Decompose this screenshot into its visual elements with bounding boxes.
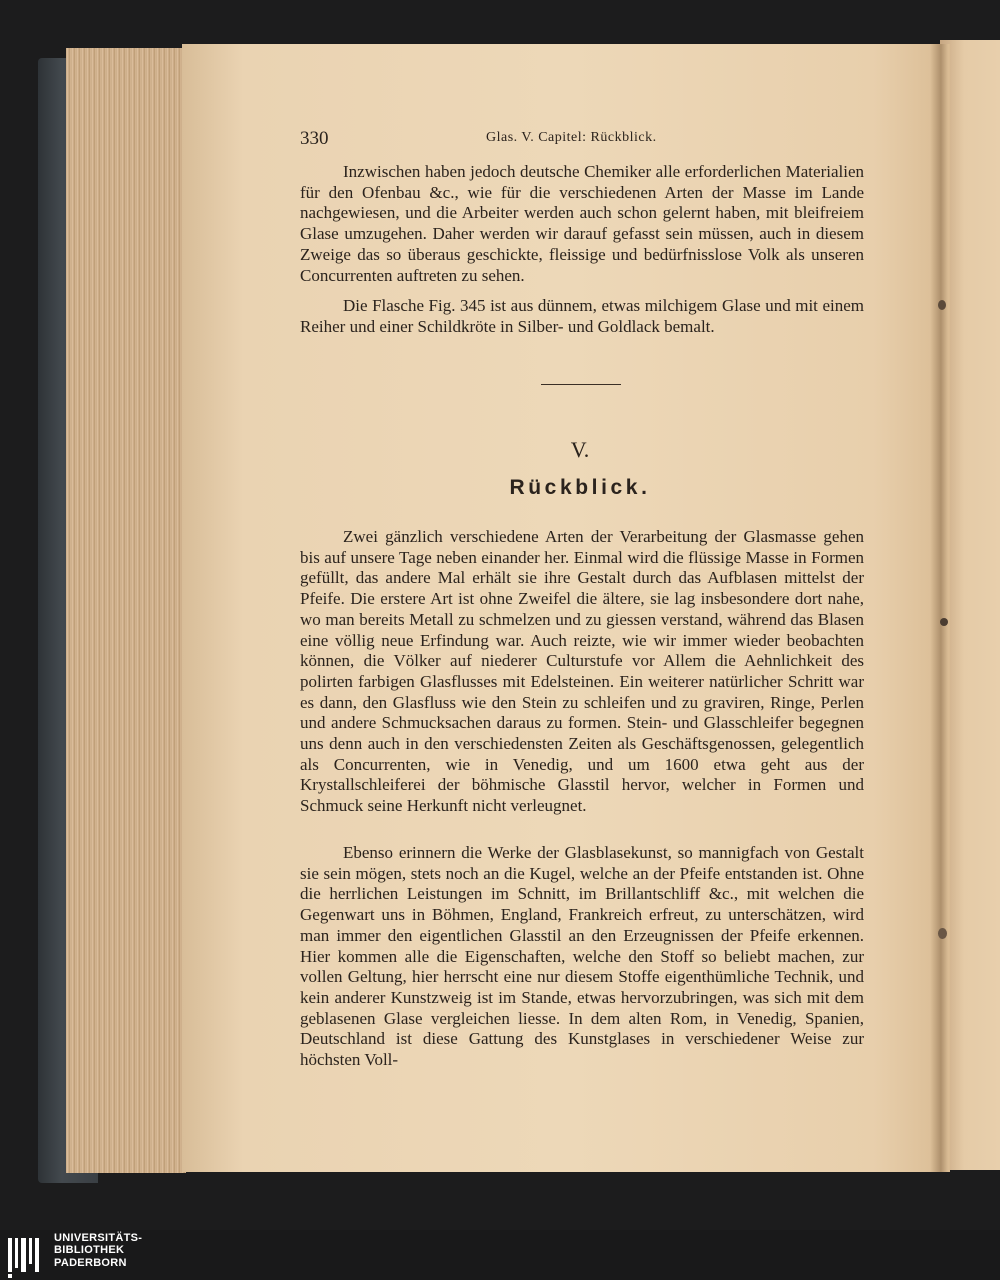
- chapter-title: Rückblick.: [509, 476, 651, 499]
- paragraph-intro: Inzwischen haben jedoch deutsche Chemiker alle erforderlichen Materialien für den Ofenbau &c., wie für die verschiedenen Arten der Masse im Lande nachgewiesen, und die Arbeiter werden auch schon gelernt haben, mit bleifreiem Glase umzugehen. Daher werden wir darauf gefasst sein müssen, auch in diesem Zweige das so überaus geschickte, fleissige und bedürfnisslose Volk als unseren Concurrenten auftreten zu sehen.: [300, 162, 864, 285]
- paper-stain: [938, 928, 947, 939]
- paper-stain: [940, 618, 948, 626]
- section-divider: [541, 384, 621, 385]
- library-logo-line: BIBLIOTHEK: [54, 1244, 125, 1257]
- running-head: [300, 128, 860, 152]
- library-footer: [0, 1230, 1000, 1280]
- chapter-number: V.: [570, 437, 590, 462]
- page-edges: [66, 48, 186, 1173]
- barcode-icon: [8, 1236, 44, 1278]
- running-title: Glas. V. Capitel: Rückblick.: [486, 130, 657, 145]
- paragraph-main-1: Zwei gänzlich verschiedene Arten der Verarbeitung der Glasmasse gehen bis auf unsere Tage neben einander her. Einmal wird die flüssige Masse in Formen gefüllt, das andere Mal erhält sie ihre Gestalt durch das Aufblasen mittelst der Pfeife. Die erstere Art ist ohne Zweifel die ältere, sie lag insbesondere dort nahe, wo man bereits Metall zu schmelzen und zu giessen verstand, während das Blasen eine völlig neue Erfindung war. Auch reizte, wie wir immer wieder beobachten können, die Völker auf niederer Culturstufe vor Allem die Aehnlichkeit des polirten farbigen Glasflusses mit Edelsteinen. Ein weiterer natürlicher Schritt war es dann, den Glasfluss wie den Stein zu schleifen und zu graviren, Ringe, Perlen und andere Schmucksachen daraus zu formen. Stein- und Glasschleifer begegnen uns denn auch in den verschiedensten Zeiten als Geschäftsgenossen, gelegentlich als Concurrenten, wie in Venedig, und um 1600 etwa geht aus der Krystallschleiferei der böhmische Glasstil hervor, welcher in Formen und Schmuck seine Herkunft nicht verleugnet.: [300, 527, 864, 816]
- paragraph-flask: Die Flasche Fig. 345 ist aus dünnem, etwas milchigem Glase und mit einem Reiher und einer Schildkröte in Silber- und Goldlack bemalt.: [300, 296, 864, 336]
- page-number: 330: [300, 128, 329, 149]
- library-logo-line: UNIVERSITÄTS-: [54, 1232, 143, 1244]
- page-gutter: [930, 44, 948, 1172]
- library-logo-text: [54, 1232, 142, 1269]
- paper-stain: [938, 300, 946, 310]
- library-logo-line: PADERBORN: [54, 1256, 127, 1269]
- paragraph-main-2: Ebenso erinnern die Werke der Glasblasekunst, so mannigfach von Gestalt sie sein mögen, stets noch an die Kugel, welche an der Pfeife entstanden ist. Ohne die herrlichen Leistungen im Schnitt, im Brillantschliff &c., mit welchen die Gegenwart uns in Böhmen, England, Frankreich erfreut, zu unterschätzen, wird man immer den eigentlichen Glasstil an den Erzeugnissen der Pfeife erkennen. Hier kommen alle die Eigenschaften, welche den Stoff so beliebt machen, zur vollen Geltung, hier herrscht eine nur diesem Stoffe eigenthümliche Technik, und kein anderer Kunstzweig ist im Stande, etwas hervorzubringen, was sich mit dem geblasenen Glase vergleichen liesse. In dem alten Rom, in Venedig, Spanien, Deutschland ist diese Gattung des Kunstglases in verschiedener Weise zur höchsten Voll-: [300, 843, 864, 1070]
